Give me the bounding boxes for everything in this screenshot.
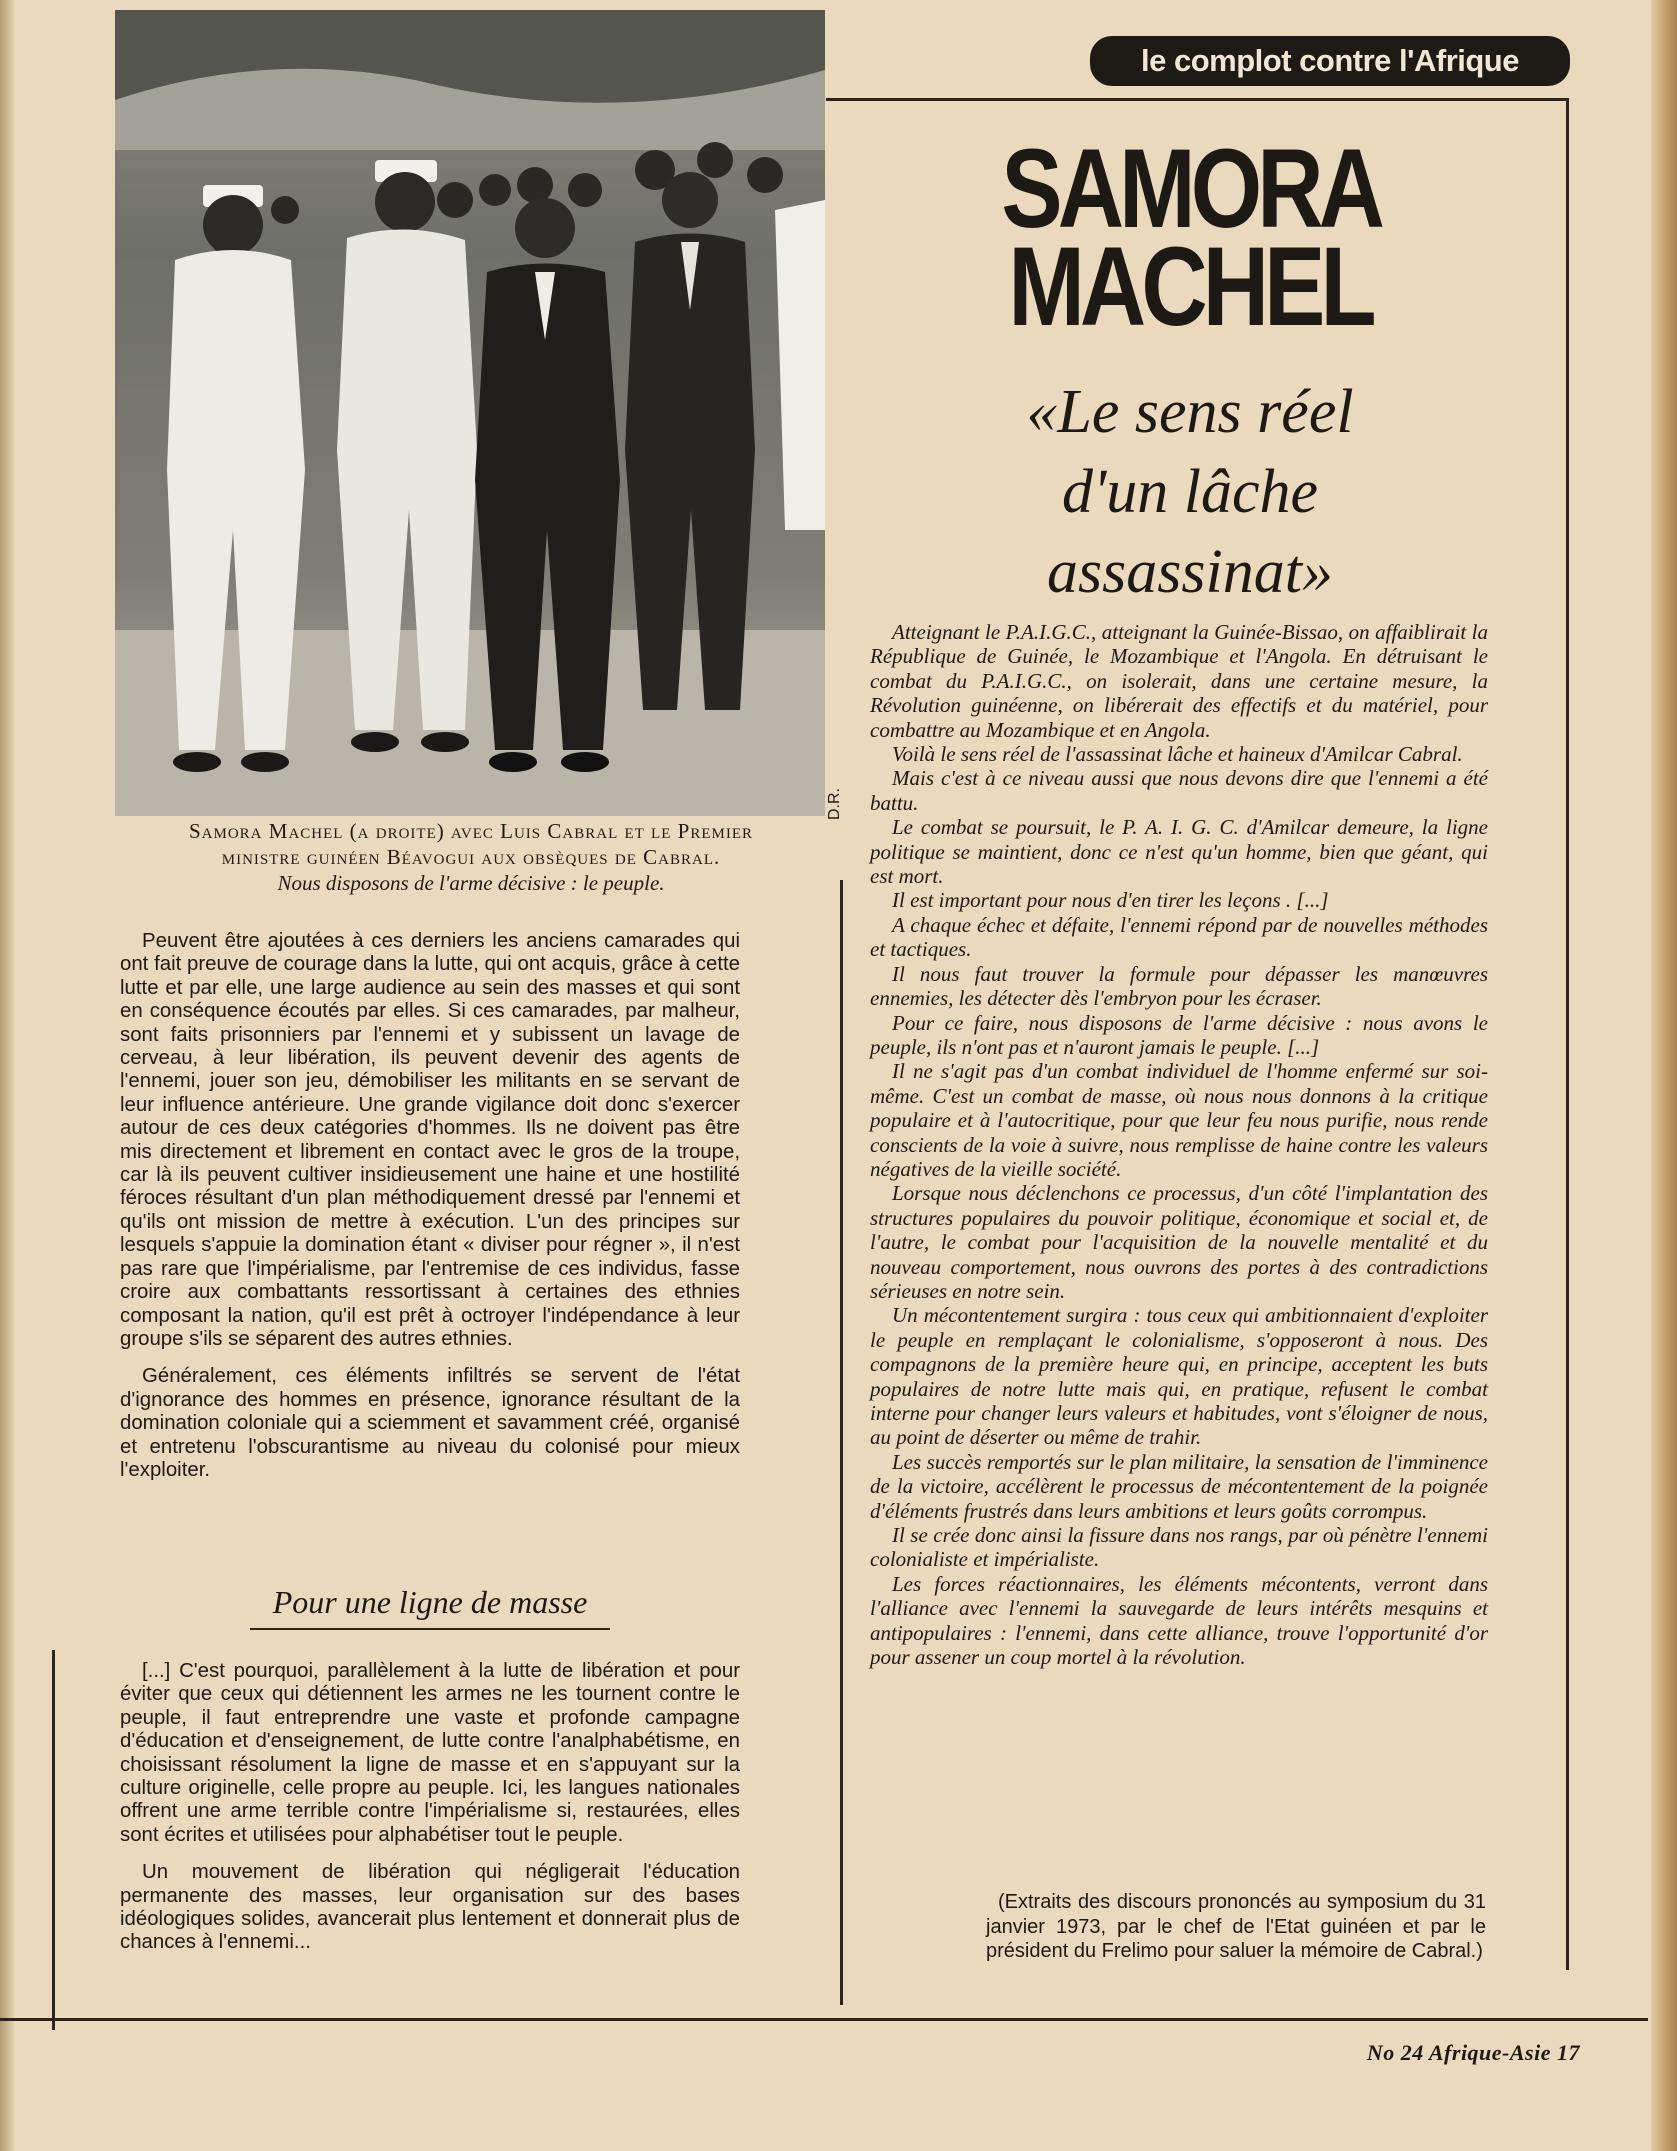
- subhead-line-1: «Le sens réel: [1026, 378, 1354, 446]
- right-paragraph: Un mécontentement surgira : tous ceux qui ambitionnaient d'exploiter le peuple en remplaçant le colonialisme, s'opposeront à nous. Des compagnons de la première heure qui, en principe, acceptent les buts populaires de notre lutte mais qui, en pratique, refusent le combat interne pour changer leurs valeurs et habitudes, vont s'éloigner de nous, au point de déserter ou même de trahir.: [870, 1303, 1488, 1450]
- right-paragraph: Voilà le sens réel de l'assassinat lâche et haineux d'Amilcar Cabral.: [892, 742, 1463, 767]
- right-paragraph: Les forces réactionnaires, les éléments mécontents, verront dans l'alliance avec l'ennemi la sauvegarde de leurs intérêts mesquins et antipopulaires : l'ennemi, dans cette alliance, trouve l'opportunité d'or pour assener un coup mortel à la révolution.: [870, 1571, 1488, 1670]
- right-paragraph: Il est important pour nous d'en tirer les leçons . [...]: [892, 888, 1329, 913]
- frame-rule-top: [826, 98, 1568, 101]
- left-margin-rule: [52, 1650, 55, 2030]
- left-column-bottom: [120, 1660, 740, 1969]
- subhead-line-2: d'un lâche: [1061, 458, 1319, 526]
- section-tag: le complot contre l'Afrique: [1090, 36, 1570, 86]
- source-note: [986, 1890, 1486, 1964]
- right-paragraph: Le combat se poursuit, le P. A. I. G. C. d'Amilcar demeure, la ligne politique se maintient, donc ce n'est qu'un homme, bien que géant, qui est mort.: [870, 815, 1488, 889]
- right-paragraph: Mais c'est à ce niveau aussi que nous devons dire que l'ennemi a été battu.: [870, 766, 1488, 815]
- subhead: [960, 372, 1420, 612]
- page-edge-right: [1651, 0, 1677, 2151]
- frame-rule-right: [1566, 98, 1569, 1970]
- source-note-text: (Extraits des discours prononcés au symposium du 31 janvier 1973, par le chef de l'Etat guinéen et par le président du Frelimo pour saluer la mémoire de Cabral.): [986, 1891, 1486, 1962]
- photo-credit: D.R.: [826, 788, 843, 820]
- right-paragraph: Pour ce faire, nous disposons de l'arme décisive : nous avons le peuple, ils n'ont pas et n'auront jamais le peuple. [...]: [870, 1010, 1488, 1059]
- right-paragraph: Lorsque nous déclenchons ce processus, d'un côté l'implantation des structures populaires du pouvoir politique, économique et social et, de l'autre, le combat pour l'acquisition de la nouvelle mentalité et du nouveau comportement, nous ouvrons des portes à des contradictions sérieuses en notre sein.: [870, 1181, 1488, 1303]
- photo-illustration: [115, 10, 825, 816]
- caption-line-3: Nous disposons de l'arme décisive : le peuple.: [277, 871, 665, 895]
- left-column-top: [120, 930, 740, 1496]
- left-paragraph: [...] C'est pourquoi, parallèlement à la lutte de libération et pour éviter que ceux qui détiennent les armes ne les tournent contre le peuple, il faut entreprendre une vaste et profonde campagne d'éducation et d'enseignement, de lutte contre l'analphabétisme, en choisissant résolument la ligne de masse et en s'appuyant sur la culture originelle, celle propre au peuple. Ici, les langues nationales offrent une arme terrible contre l'impérialisme si, restaurées, elles sont écrites et utilisées pour alphabétiser tout le peuple.: [120, 1660, 740, 1846]
- caption-line-1: Samora Machel (a droite) avec Luis Cabral et le Premier: [189, 819, 753, 843]
- right-paragraph: Il ne s'agit pas d'un combat individuel de l'homme enfermé sur soi-même. C'est un combat de masse, où nous nous donnons à la critique populaire et à l'autocritique, pour que leur feu nous purifie, nous rende conscients de la voie à suivre, nous remplisse de haine contre les valeurs négatives de la vieille société.: [870, 1059, 1488, 1181]
- right-paragraph: Atteignant le P.A.I.G.C., atteignant la Guinée-Bissao, on affaiblirait la République de Guinée, le Mozambique et l'Angola. En détruisant le combat du P.A.I.G.C., on isolerait, dans une certaine mesure, la Révolution guinéenne, on libérerait des effectifs et du matériel, pour combattre au Mozambique et en Angola.: [870, 620, 1488, 742]
- photo-funeral-procession: [115, 10, 825, 816]
- left-paragraph: Généralement, ces éléments infiltrés se servent de l'état d'ignorance des hommes en présence, ignorance résultant de la domination coloniale qui a sciemment et savamment créé, organisé et entretenu l'obscurantisme au niveau du colonisé pour mieux l'exploiter.: [120, 1365, 740, 1481]
- left-paragraph: Peuvent être ajoutées à ces derniers les anciens camarades qui ont fait preuve de courage dans la lutte, qui ont acquis, grâce à cette lutte et par elle, une large audience au sein des masses et qui sont en conséquence écoutés par elles. Si ces camarades, par malheur, sont faits prisonniers par l'ennemi et y subissent un lavage de cerveau, à leur libération, ils peuvent devenir des agents de l'ennemi, jouer son jeu, démobiliser les militants en se servant de leur influence antérieure. Une grande vigilance doit donc s'exercer autour de ces deux catégories d'hommes. Ils ne doivent pas être mis directement et librement en contact avec le gros de la troupe, car là ils peuvent cultiver insidieusement une haine et une hostilité féroces résultant d'un plan méthodiquement dressé par l'ennemi et qu'ils ont mission de mettre à exécution. L'un des principes sur lesquels s'appuie la domination étant « diviser pour régner », il n'est pas rare que l'impérialisme, par l'entremise de ces individus, fasse croire aux combattants ressortissant à certaines des ethnies composant la nation, qu'il est prêt à octroyer l'indépendance à leur groupe s'ils se séparent des autres ethnies.: [120, 930, 740, 1350]
- subhead-line-3: assassinat»: [1047, 538, 1333, 606]
- right-paragraph: Il nous faut trouver la formule pour dépasser les manœuvres ennemies, les détecter dès l'embryon pour les écraser.: [870, 961, 1488, 1011]
- right-paragraph: Il se crée donc ainsi la fissure dans nos rangs, par où pénètre l'ennemi colonialiste et impérialiste.: [870, 1523, 1488, 1572]
- headline-line-2: MACHEL: [1008, 224, 1372, 349]
- left-paragraph: Un mouvement de libération qui négligerait l'éducation permanente des masses, leur organisation sur des bases idéologiques solides, avancerait plus lentement et donnerait plus de chances à l'ennemi...: [120, 1861, 740, 1954]
- column-rule: [840, 880, 843, 2005]
- headline: [1001, 126, 1381, 349]
- right-column: [870, 620, 1488, 1669]
- right-paragraph: A chaque échec et défaite, l'ennemi répond par de nouvelles méthodes et tactiques.: [870, 912, 1488, 962]
- caption-line-2: ministre guinéen Béavogui aux obsèques de Cabral.: [221, 845, 721, 869]
- page-edge-left: [0, 0, 14, 2151]
- page-footer: No 24 Afrique-Asie 17: [1366, 2040, 1580, 2065]
- headline-line-1: SAMORA: [1001, 126, 1381, 251]
- bottom-rule: [0, 2018, 1648, 2021]
- right-paragraph: Les succès remportés sur le plan militaire, la sensation de l'imminence de la victoire, accélèrent le processus de mécontentement de la poignée d'éléments frustrés dans leurs ambitions et leurs goûts corrompus.: [870, 1449, 1488, 1523]
- section-heading: Pour une ligne de masse: [250, 1582, 610, 1630]
- photo-caption: [116, 818, 826, 896]
